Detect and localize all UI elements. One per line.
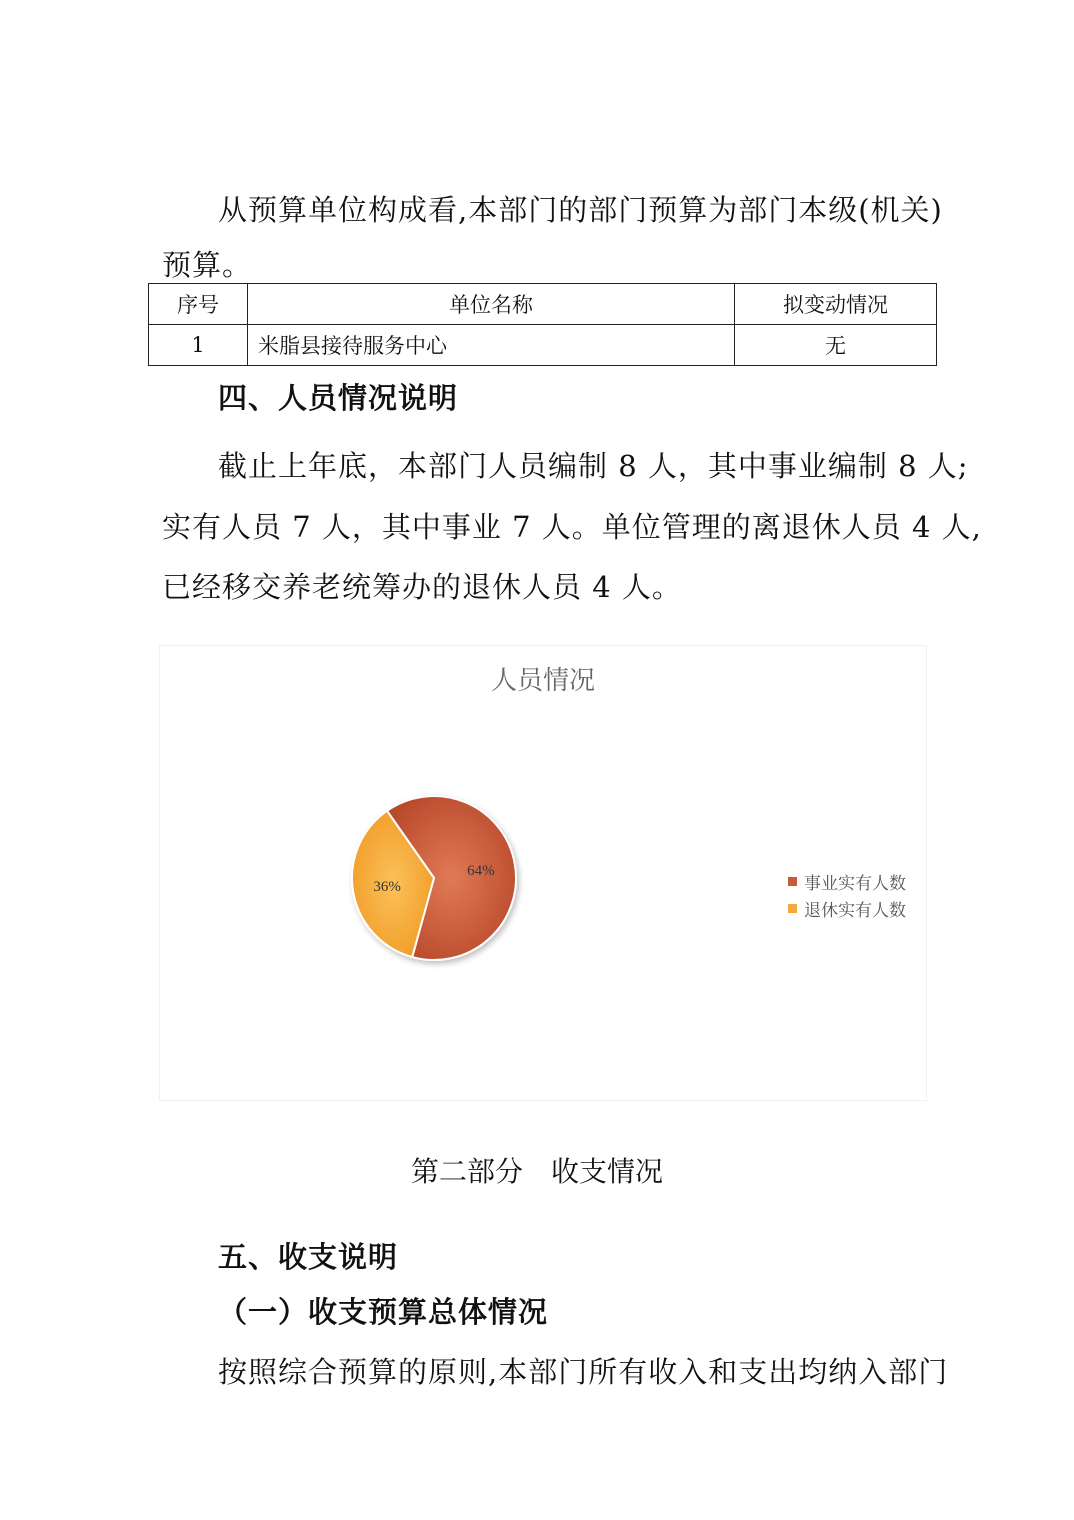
legend-swatch-active-staff xyxy=(788,877,797,886)
paragraph-personnel-line1: 截止上年底，本部门人员编制 8 人，其中事业编制 8 人; xyxy=(218,449,969,483)
unit-table xyxy=(148,283,937,366)
paragraph-budget-composition-line2: 预算。 xyxy=(162,248,253,282)
section-heading-personnel: 四、人员情况说明 xyxy=(218,381,459,415)
paragraph-personnel-line2: 实有人员 7 人，其中事业 7 人。单位管理的离退休人员 4 人, xyxy=(162,510,982,544)
header-unit-name: 单位名称 xyxy=(248,284,735,325)
legend-label-active-staff: 事业实有人数 xyxy=(804,874,906,894)
chart-legend xyxy=(788,868,906,922)
part-title: 第二部分 收支情况 xyxy=(410,1155,663,1188)
legend-item-active-staff xyxy=(788,868,906,895)
cell-unit-name: 米脂县接待服务中心 xyxy=(248,325,735,366)
pie-label-retired-staff: 36% xyxy=(373,879,401,896)
legend-label-retired-staff: 退休实有人数 xyxy=(804,901,906,921)
chart-title: 人员情况 xyxy=(490,666,595,696)
personnel-pie-chart xyxy=(159,645,927,1101)
table-row xyxy=(149,325,937,366)
pie-label-active-staff: 64% xyxy=(467,862,495,879)
cell-index: 1 xyxy=(149,325,248,366)
cell-change-status: 无 xyxy=(735,325,937,366)
section-heading-revenue-expenditure: 五、收支说明 xyxy=(218,1240,399,1274)
paragraph-personnel-line3: 已经移交养老统筹办的退休人员 4 人。 xyxy=(162,570,682,604)
header-index: 序号 xyxy=(149,284,248,325)
legend-item-retired-staff xyxy=(788,895,906,922)
legend-swatch-retired-staff xyxy=(788,904,797,913)
paragraph-comprehensive-budget-line1: 按照综合预算的原则,本部门所有收入和支出均纳入部门 xyxy=(218,1355,949,1389)
header-change-status: 拟变动情况 xyxy=(735,284,937,325)
subsection-heading-overall: （一）收支预算总体情况 xyxy=(218,1295,549,1329)
paragraph-budget-composition-line1: 从预算单位构成看,本部门的部门预算为部门本级(机关) xyxy=(218,193,943,227)
table-header-row xyxy=(149,284,937,325)
